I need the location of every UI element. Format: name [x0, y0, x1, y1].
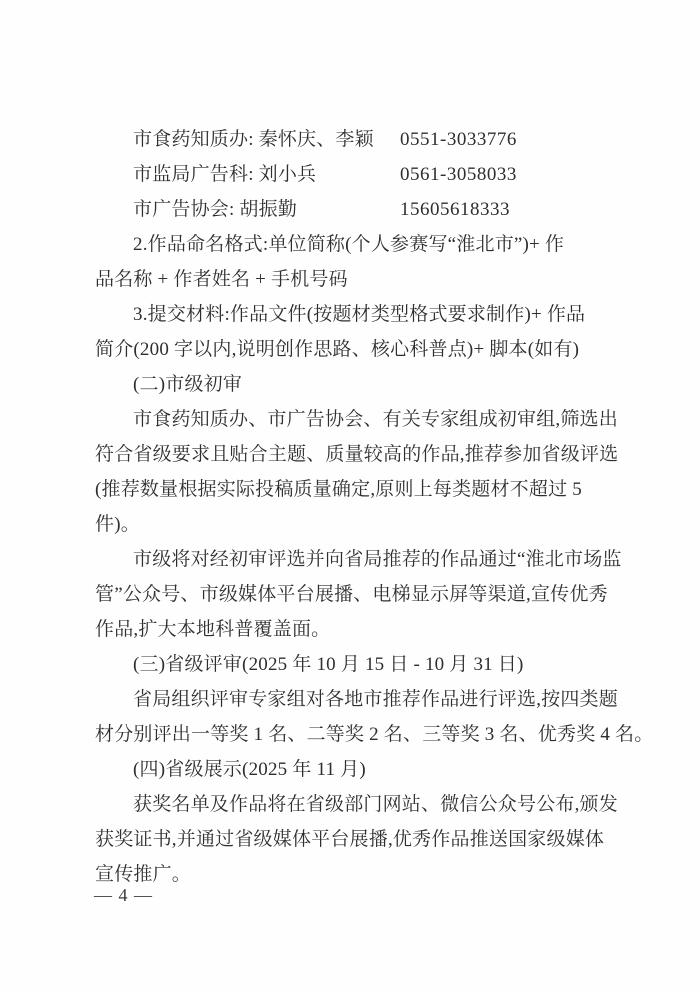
text-line: 品名称 + 作者姓名 + 手机号码 — [95, 269, 348, 290]
section-heading: (二)市级初审 — [133, 374, 243, 395]
text-line: 符合省级要求且贴合主题、质量较高的作品,推荐参加省级评选 — [95, 444, 619, 465]
contact-line — [95, 192, 617, 227]
text-line: 省局组织评审专家组对各地市推荐作品进行评选,按四类题 — [133, 689, 618, 710]
contact-name: 市食药知质办: 秦怀庆、李颖 — [133, 129, 374, 150]
contact-phone: 0561-3058033 — [400, 164, 517, 185]
text-line: 市食药知质办、市广告协会、有关专家组成初审组,筛选出 — [133, 409, 618, 430]
contact-phone: 0551-3033776 — [400, 129, 517, 150]
text-line: (推荐数量根据实际投稿质量确定,原则上每类题材不超过 5 — [95, 479, 582, 500]
text-line: 市级将对经初审评选并向省局推荐的作品通过“淮北市场监 — [133, 549, 622, 570]
text-line: 简介(200 字以内,说明创作思路、核心科普点)+ 脚本(如有) — [95, 339, 580, 360]
text-line: 材分别评出一等奖 1 名、二等奖 2 名、三等奖 3 名、优秀奖 4 名。 — [95, 724, 654, 745]
contact-name: 市监局广告科: 刘小兵 — [133, 164, 317, 185]
document-body — [95, 122, 654, 892]
section-heading: (四)省级展示(2025 年 11 月) — [133, 759, 366, 780]
text-line: 件)。 — [95, 514, 140, 535]
text-line: 2.作品命名格式:单位简称(个人参赛写“淮北市”)+ 作 — [133, 234, 565, 255]
contact-line — [95, 157, 617, 192]
text-line: 3.提交材料:作品文件(按题材类型格式要求制作)+ 作品 — [133, 304, 586, 325]
text-line: 作品,扩大本地科普覆盖面。 — [95, 619, 331, 640]
text-line: 获奖名单及作品将在省级部门网站、微信公众号公布,颁发 — [133, 794, 618, 815]
contact-phone: 15605618333 — [400, 199, 510, 220]
text-line: 宣传推广。 — [95, 864, 192, 885]
page-number: — 4 — — [94, 885, 153, 905]
text-line: 获奖证书,并通过省级媒体平台展播,优秀作品推送国家级媒体 — [95, 829, 605, 850]
contact-line — [95, 122, 617, 157]
section-heading: (三)省级评审(2025 年 10 月 15 日 - 10 月 31 日) — [133, 654, 524, 675]
text-line: 管”公众号、市级媒体平台展播、电梯显示屏等渠道,宣传优秀 — [95, 584, 608, 605]
contact-name: 市广告协会: 胡振勤 — [133, 199, 298, 220]
